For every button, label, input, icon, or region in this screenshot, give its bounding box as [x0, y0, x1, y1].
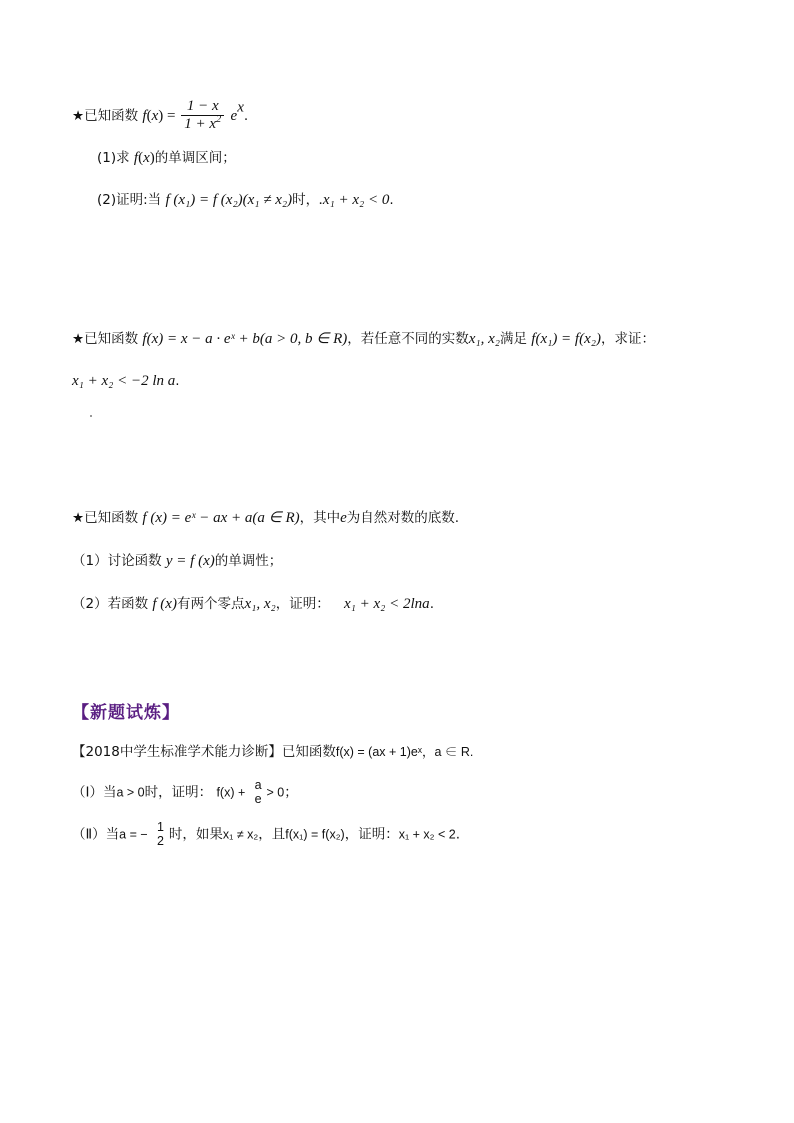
problem-3-question-2: （2）若函数 f (x)有两个零点x₁, x₂，证明： x₁ + x₂ < 2lna. [72, 596, 434, 612]
problem-1-question-2: (2)证明:当 f (x₁) = f (x₂)(x₁ ≠ x₂)时，.x₁ + x₂ < 0. [97, 192, 394, 208]
problem-4-question-2: （Ⅱ）当a = − 1 2 时，如果x₁ ≠ x₂，且f(x₁) = f(x₂)，证明：x₁ + x₂ < 2. [72, 820, 461, 849]
problem-4-fraction-a-over-e: a e [254, 778, 262, 807]
stray-dot [90, 415, 92, 417]
problem-3-question-1: （1）讨论函数 y = f (x)的单调性； [72, 553, 283, 569]
section-title: 【新题试炼】 [72, 703, 180, 723]
problem-1-statement: ★已知函数 f(x) = $\frac{1 - x}{1 + x^2}$ $e^x$. [72, 98, 249, 133]
problem-1-fraction: $\frac{1 - x}{1 + x^2}$ [181, 98, 224, 134]
problem-1-intro: ★已知函数 [72, 107, 139, 124]
problem-2-statement: ★已知函数 f(x) = x − a · eˣ + b(a > 0, b ∈ R)，若任意不同的实数x₁, x₂满足 f(x₁) = f(x₂)，求证： [72, 331, 655, 347]
problem-4-fraction-half: 1 2 [156, 820, 164, 849]
problem-4-question-1: （Ⅰ）当a > 0时，证明： f(x) + a e > 0； [72, 778, 298, 807]
problem-3-statement: ★已知函数 f (x) = eˣ − ax + a(a ∈ R)，其中e为自然对数的底数. [72, 510, 460, 526]
problem-2-goal: x₁ + x₂ < −2 ln a. [72, 373, 180, 389]
problem-1-question-1: (1)求 f(x)的单调区间； [97, 150, 236, 166]
problem-4-statement: 【2018中学生标准学术能力诊断】已知函数f(x) = (ax + 1)eˣ，a ∈ R. [72, 744, 474, 760]
